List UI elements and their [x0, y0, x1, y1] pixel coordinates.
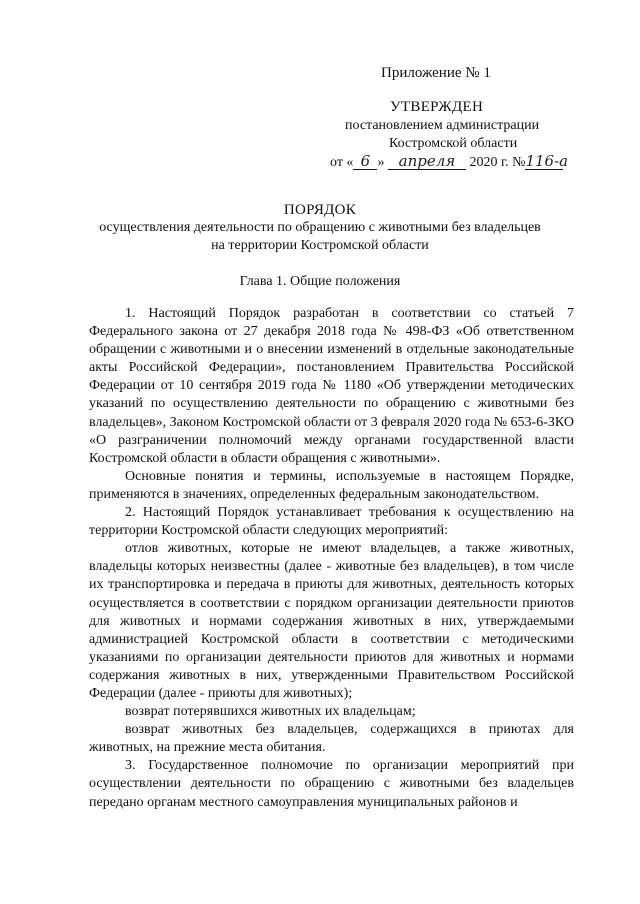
doc-title-line-1: осуществления деятельности по обращению с животными без владельцев	[99, 220, 541, 235]
date-prefix: от «	[330, 155, 354, 170]
paragraph: 3. Государственное полномочие по организации мероприятий при осуществлении деятельности по обращению с животными без владельцев передано органам местного самоуправления муниципальных районов и	[89, 758, 574, 810]
doc-title-line-2: на территории Костромской области	[211, 238, 429, 253]
document-number: 116-а	[525, 152, 569, 170]
approval-title: УТВЕРЖДЕН	[390, 99, 484, 115]
approval-date	[330, 152, 569, 172]
paragraph: Основные понятия и термины, используемые в настоящем Порядке, применяются в значениях, определенных федеральным законодательством.	[89, 468, 574, 502]
approval-line-1: постановлением администрации	[345, 118, 540, 133]
paragraph: 1. Настоящий Порядок разработан в соответствии со статьей 7 Федерального закона от 27 декабря 2018 года № 498-ФЗ «Об ответственном обращении с животными и о внесении изменений в отдельные законодательные акты Российской Федерации», постановлением Правительства Российской Федерации от 10 сентября 2019 года № 1180 «Об утверждении методических указаний по осуществлению деятельности по обращению с животными без владельцев», Законом Костромской области от 3 февраля 2020 года № 653-6-ЗКО «О разграничении полномочий между органами государственной власти Костромской области в области обращения с животными».	[89, 306, 574, 466]
approval-line-2: Костромской области	[389, 136, 518, 151]
paragraph: возврат потерявшихся животных их владельцам;	[125, 704, 416, 720]
date-day: 6	[353, 153, 377, 170]
date-mid: »	[377, 155, 385, 170]
date-month: апреля	[388, 153, 466, 170]
paragraph: 2. Настоящий Порядок устанавливает требования к осуществлению на территории Костромской области следующих мероприятий:	[89, 505, 574, 539]
date-year: 2020 г. №	[469, 155, 526, 170]
document-body	[89, 305, 574, 812]
appendix-label: Приложение № 1	[381, 65, 491, 81]
chapter-heading: Глава 1. Общие положения	[239, 274, 401, 289]
doc-title: ПОРЯДОК	[283, 202, 357, 218]
paragraph: отлов животных, которые не имеют владельцев, а также животных, владельцы которых неизвестны (далее - животные без владельцев), в том числе их транспортировка и передача в приюты для животных, деятельность которых осуществляется в соответствии с порядком организации деятельности приютов для животных и нормами содержания животных в них, утверждаемыми администрацией Костромской области в соответствии с методическими указаниями по организации деятельности приютов для животных и нормами содержания животных в них, утвержденными Правительством Российской Федерации (далее - приюты для животных);	[89, 541, 574, 701]
paragraph: возврат животных без владельцев, содержащихся в приютах для животных, на прежние места обитания.	[89, 722, 574, 756]
